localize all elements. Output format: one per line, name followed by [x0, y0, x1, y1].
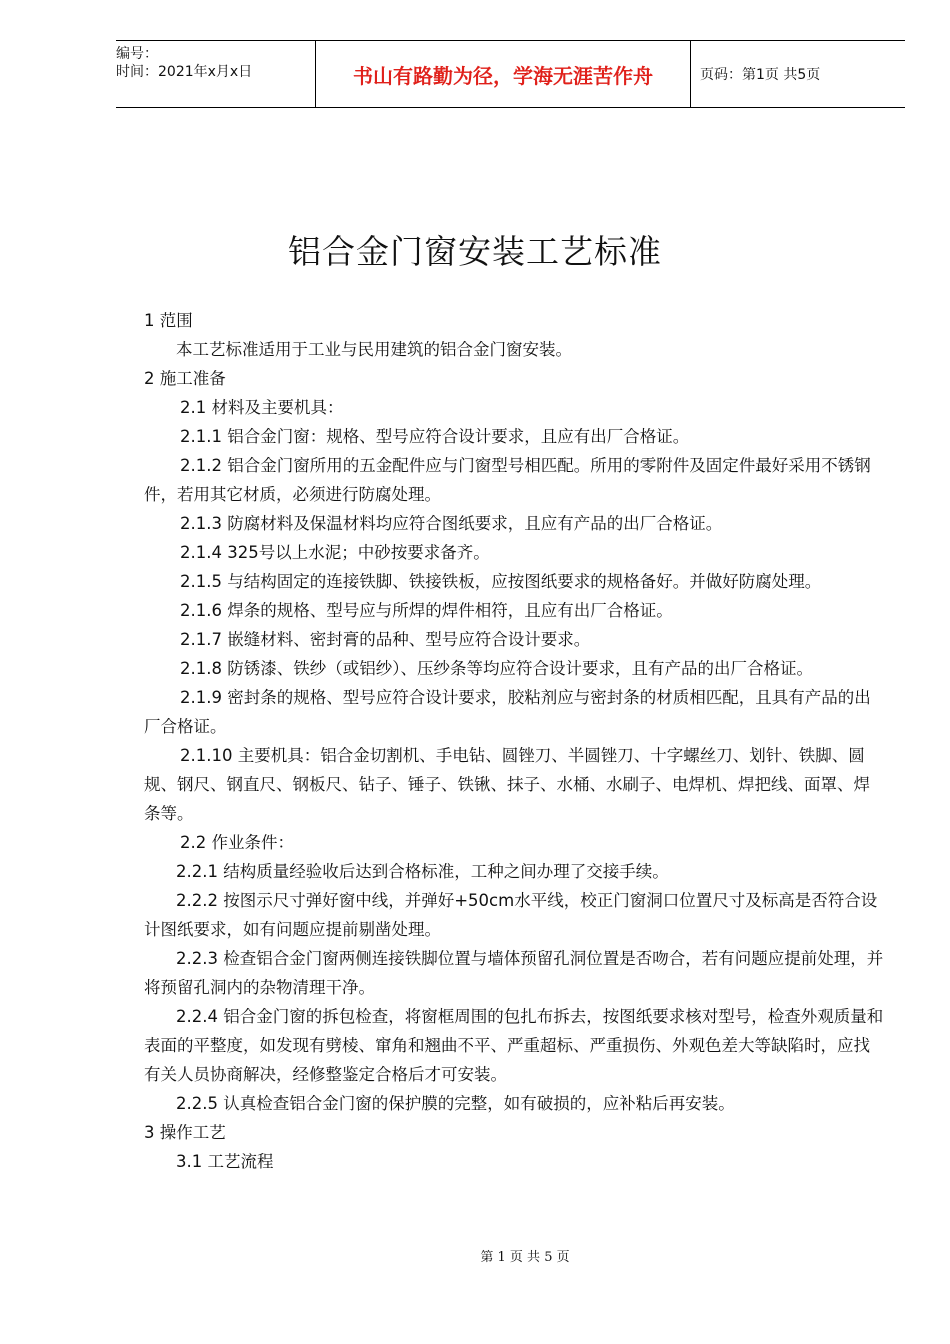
paragraph: 本工艺标准适用于工业与民用建筑的铝合金门窗安装。	[176, 340, 572, 359]
paragraph: 2.2.5 认真检查铝合金门窗的保护膜的完整，如有破损的，应补粘后再安装。	[176, 1094, 735, 1113]
header-page-info: 页码：第1页 共5页	[700, 67, 821, 83]
paragraph: 2.1.3 防腐材料及保温材料均应符合图纸要求，且应有产品的出厂合格证。	[180, 514, 723, 533]
paragraph: 2.1.4 325号以上水泥；中砂按要求备齐。	[180, 543, 490, 562]
page-header	[116, 40, 905, 108]
paragraph: 3 操作工艺	[144, 1123, 226, 1142]
paragraph: 2.1.8 防锈漆、铁纱（或铝纱）、压纱条等均应符合设计要求，且有产品的出厂合格证。	[180, 659, 813, 678]
paragraph: 2.1.5 与结构固定的连接铁脚、铁接铁板，应按图纸要求的规格备好。并做好防腐处理。	[180, 572, 822, 591]
header-motto: 书山有路勤为径，学海无涯苦作舟	[315, 41, 691, 107]
document-title: 铝合金门窗安装工艺标准	[288, 232, 662, 271]
header-meta	[116, 41, 315, 111]
document-body	[144, 306, 884, 1176]
paragraph: 2.2.4 铝合金门窗的拆包检查，将窗框周围的包扎布拆去，按图纸要求核对型号，检查外观质量和表面的平整度，如发现有劈棱、窜角和翘曲不平、严重超标、严重损伤、外观色差大等缺陷时，应找有关人员协商解决，经修整鉴定合格后才可安装。	[144, 1007, 884, 1084]
paragraph: 2.1.10 主要机具：铝合金切割机、手电钻、圆锉刀、半圆锉刀、十字螺丝刀、划针、铁脚、圆规、钢尺、钢直尺、钢板尺、钻子、锤子、铁锹、抹子、水桶、水刷子、电焊机、焊把线、面罩、焊条等。	[144, 746, 870, 823]
paragraph: 2.1.7 嵌缝材料、密封膏的品种、型号应符合设计要求。	[180, 630, 591, 649]
document-time: 时间：2021年x月x日	[116, 64, 253, 80]
paragraph: 2.1.1 铝合金门窗：规格、型号应符合设计要求，且应有出厂合格证。	[180, 427, 690, 446]
paragraph: 2.1 材料及主要机具：	[180, 398, 344, 417]
paragraph: 2.2.2 按图示尺寸弹好窗中线，并弹好+50cm水平线，校正门窗洞口位置尺寸及标高是否符合设计图纸要求，如有问题应提前剔凿处理。	[144, 891, 878, 939]
paragraph: 2.2.3 检查铝合金门窗两侧连接铁脚位置与墙体预留孔洞位置是否吻合，若有问题应提前处理，并将预留孔洞内的杂物清理干净。	[144, 949, 884, 997]
paragraph: 2.1.6 焊条的规格、型号应与所焊的焊件相符，且应有出厂合格证。	[180, 601, 673, 620]
paragraph: 3.1 工艺流程	[176, 1152, 274, 1171]
paragraph: 2.2 作业条件：	[180, 833, 294, 852]
paragraph: 2.1.9 密封条的规格、型号应符合设计要求，胶粘剂应与密封条的材质相匹配，且具有产品的出厂合格证。	[144, 688, 871, 736]
paragraph: 2.2.1 结构质量经验收后达到合格标准，工种之间办理了交接手续。	[176, 862, 669, 881]
page-footer: 第 1 页 共 5 页	[480, 1250, 570, 1265]
paragraph: 1 范围	[144, 311, 193, 330]
document-number: 编号：	[116, 46, 158, 62]
paragraph: 2 施工准备	[144, 369, 226, 388]
paragraph: 2.1.2 铝合金门窗所用的五金配件应与门窗型号相匹配。所用的零附件及固定件最好采用不锈钢件，若用其它材质，必须进行防腐处理。	[144, 456, 871, 504]
